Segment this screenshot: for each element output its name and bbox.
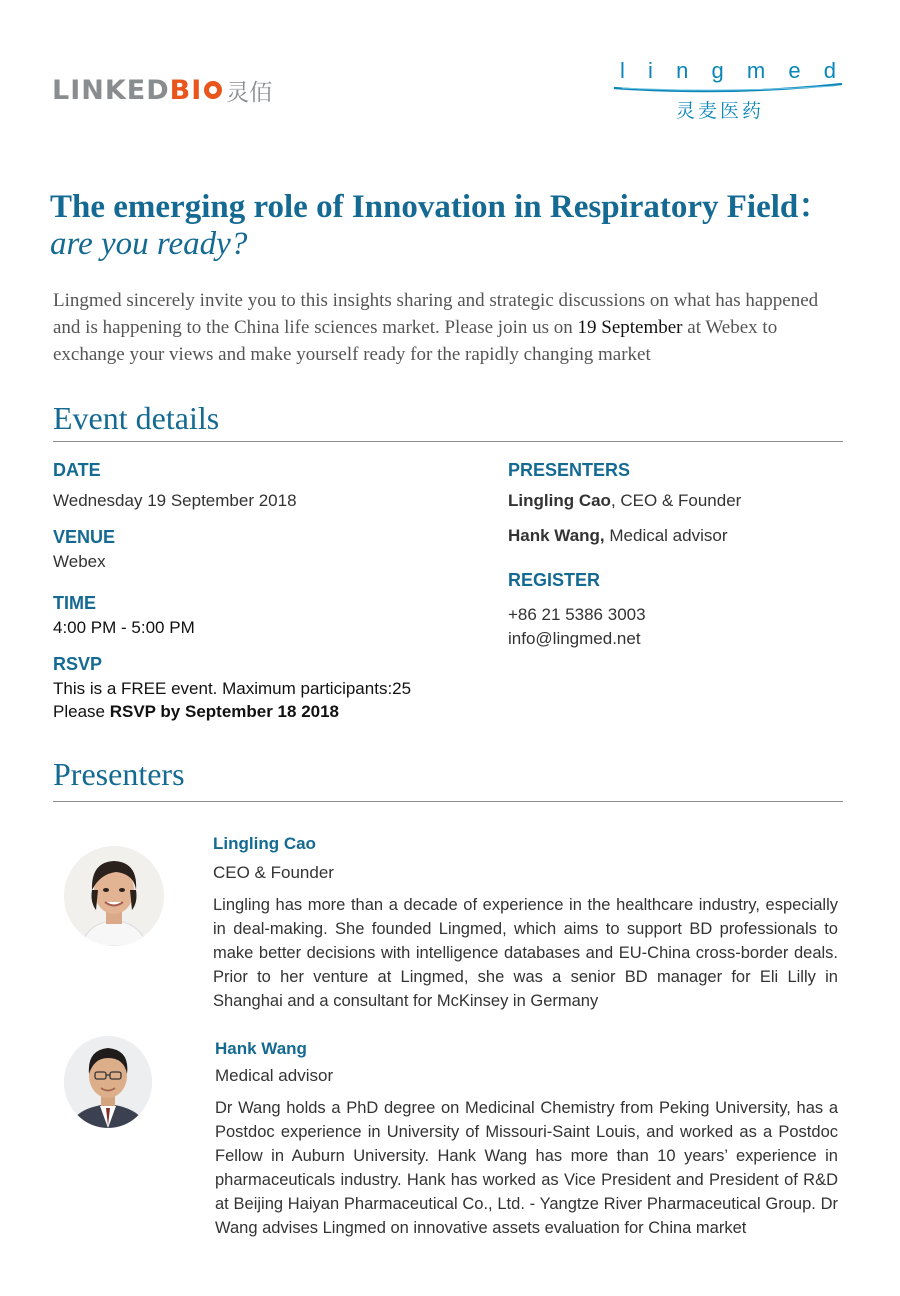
presenter-role: Medical advisor (604, 526, 728, 545)
section-divider (53, 441, 843, 442)
logo-chinese-text: 灵佰 (226, 79, 273, 106)
page-title: The emerging role of Innovation in Respiratory Field： (50, 189, 832, 225)
presenter-name: Hank Wang, (508, 526, 605, 545)
avatar (64, 846, 164, 946)
woman-portrait-icon (64, 846, 164, 946)
presenter-line-1 (508, 491, 741, 511)
rsvp-deadline-prefix: Please (53, 702, 110, 721)
lingmed-letter: i (648, 58, 653, 83)
register-email[interactable]: info@lingmed.net (508, 629, 641, 648)
date-value: Wednesday 19 September 2018 (53, 491, 297, 510)
intro-text: Lingmed sincerely invite you to this insights sharing and strategic discussions on what has happened and is happening to the China life sciences market. Please join us on (53, 290, 819, 338)
presenter-bio: Dr Wang holds a PhD degree on Medicinal Chemistry from Peking University, has a Postdoc experience in University of Missouri-Saint Louis, and worked as a Postdoc Fellow in Auburn University. Hank Wang has more than 10 years’ experience in pharmaceuticals industry. Hank has worked as Vice President and President of R&D at Beijing Haiyan Pharmaceutical Co., Ltd. - Yangtze River Pharmaceutical Group. Dr Wang advises Lingmed on innovative assets evaluation for China market (215, 1099, 838, 1237)
lingmed-letter: n (676, 58, 689, 83)
intro-paragraph (53, 287, 838, 368)
presenter-name: Lingling Cao (213, 834, 316, 853)
swoosh-icon (612, 82, 844, 96)
venue-label: VENUE (53, 527, 116, 547)
lingmed-letter: m (746, 58, 766, 83)
logo-o-mark-icon (204, 81, 222, 99)
presenter-line-2 (508, 526, 727, 546)
logo-bio-text: BI (169, 74, 203, 106)
lingmed-letter: d (823, 58, 836, 83)
presenter-role: , CEO & Founder (610, 491, 742, 510)
rsvp-deadline (53, 702, 339, 722)
lingmed-logo (612, 56, 844, 126)
rsvp-deadline-bold: RSVP by September 18 2018 (109, 702, 340, 721)
logo-linked-text: LINKED (52, 74, 170, 106)
presenter-role: Medical advisor (215, 1066, 334, 1085)
presenter-name: Hank Wang (215, 1039, 307, 1058)
date-label: DATE (53, 460, 101, 480)
presenter-bio: Lingling has more than a decade of experience in the healthcare industry, especially in deal-making. She founded Lingmed, which aims to support BD professionals to make better decisions with intelligence databases and EU-China cross-border deals. Prior to her venture at Lingmed, she was a senior BD manager for Eli Lilly in Shanghai and a consultant for McKinsey in Germany (213, 896, 838, 1010)
man-portrait-icon (64, 1036, 152, 1128)
intro-date: 19 September (577, 317, 683, 338)
lingmed-chinese-text: 灵麦医药 (676, 100, 765, 122)
avatar (64, 1036, 152, 1128)
lingmed-wordmark (612, 58, 844, 84)
time-value: 4:00 PM - 5:00 PM (53, 618, 195, 637)
intro-text-end: at Webex to exchange your views and make yourself ready for the rapidly changing market (53, 317, 778, 365)
rsvp-label: RSVP (53, 654, 103, 674)
rsvp-info: This is a FREE event. Maximum participants:25 (53, 679, 412, 698)
presenters-heading: Presenters (53, 756, 185, 792)
lingmed-letter: g (711, 58, 724, 83)
register-label: REGISTER (508, 570, 601, 590)
time-label: TIME (53, 593, 96, 613)
lingmed-letter: l (620, 58, 625, 83)
linkedbio-logo (52, 74, 272, 106)
event-details-heading: Event details (53, 400, 220, 436)
presenter-role: CEO & Founder (213, 863, 334, 882)
page-subtitle: are you ready? (50, 226, 248, 262)
venue-value: Webex (53, 552, 106, 571)
section-divider (53, 801, 843, 802)
presenter-name: Lingling Cao (508, 491, 611, 510)
register-phone[interactable]: +86 21 5386 3003 (508, 605, 646, 624)
lingmed-letter: e (788, 58, 801, 83)
presenters-label: PRESENTERS (508, 460, 631, 480)
